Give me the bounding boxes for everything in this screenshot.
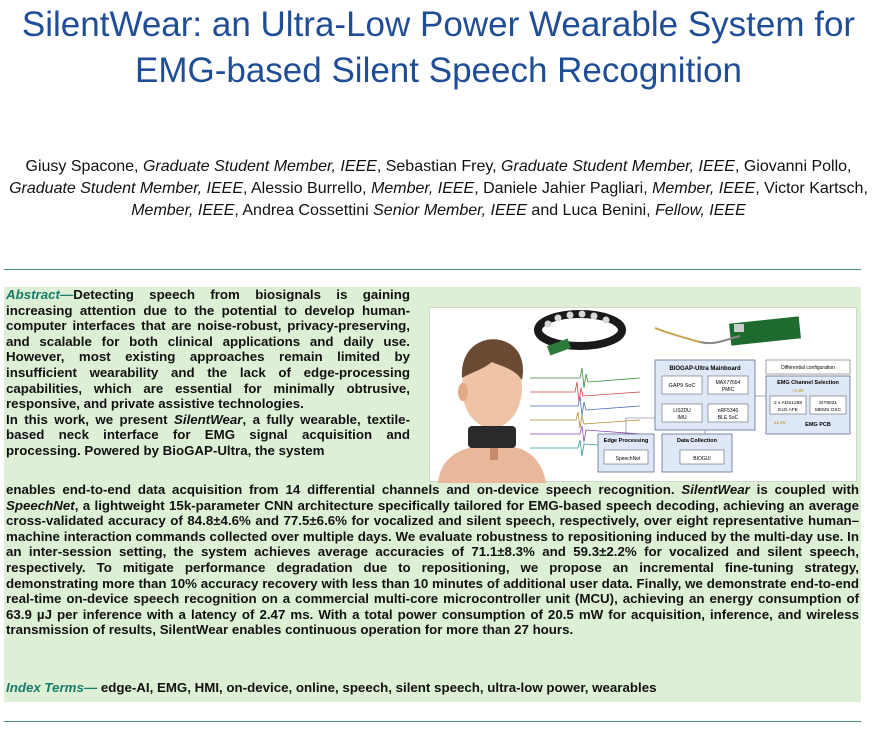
svg-text:PMIC: PMIC — [721, 387, 735, 393]
author-4: , Alessio Burrello, — [243, 180, 372, 197]
system-diagram — [430, 308, 858, 483]
author-3: , Giovanni Pollo, — [734, 158, 852, 175]
svg-text:±1.5V: ±1.5V — [774, 420, 786, 425]
neck-band-device — [538, 311, 622, 356]
svg-text:BLE SoC: BLE SoC — [717, 415, 739, 421]
author-1: Giusy Spacone, — [25, 158, 143, 175]
abstract-paragraph-1: Abstract—Detecting speech from biosignals is gaining increasing attention due to the potential to develop human-computer interfaces that are noise-robust, privacy-preserving, and scalable for both clinical applications and daily use. However, most existing approaches remain limited by insufficient wearability and the lack of edge-processing capabilities, which are essential for minimally obtrusive, responsive, and private assistive technologies. — [6, 287, 410, 412]
edge-processing-block — [598, 434, 654, 472]
paper-title: SilentWear: an Ultra-Low Power Wearable System for EMG-based Silent Speech Recognition — [21, 5, 856, 90]
abstract-continued: enables end-to-end data acquisition from 14 differential channels and on-device speech recognition. SilentWear is coupled with SpeechNet, a lightweight 15k-parameter CNN architecture specifically tailored for EMG-based speech decoding, achieving an average cross-validated accuracy of 84.8±4.6% and 77.5±6.6% for vocalized and silent speech, respectively, over eight representative human–machine interaction commands collected over multiple days. We evaluate robustness to repositioning induced by the multi-day use. In an inter-session setting, the system achieves average accuracies of 71.1±8.3% and 59.3±2.2% for vocalized and silent speech, respectively. To mitigate performance degradation due to repositioning, we propose an incremental fine-tuning strategy, demonstrating more than 10% accuracy recovery with less than 10 minutes of additional user data. Finally, we demonstrate end-to-end real-time on-device speech recognition on a commercial multi-core microcontroller unit (MCU), achieving an energy consumption of 63.9 µJ per inference with a latency of 2.47 ms. With a total power consumption of 20.5 mW for acquisition, inference, and wireless transmission of results, SilentWear enables continuous operation for more than 27 hours. — [6, 482, 860, 638]
svg-text:GAP9 SoC: GAP9 SoC — [668, 383, 696, 389]
neck-band — [468, 426, 516, 448]
emg-pcb-block — [766, 360, 850, 434]
svg-text:MAX77654: MAX77654 — [715, 380, 741, 386]
author-3-role: Graduate Student Member, IEEE — [9, 180, 243, 197]
svg-text:EMG Channel Selection: EMG Channel Selection — [777, 380, 839, 386]
svg-text:Edge Processing: Edge Processing — [603, 438, 649, 444]
pcb-photo — [655, 316, 801, 345]
index-terms-heading: Index Terms— — [6, 680, 98, 695]
author-2: , Sebastian Frey, — [376, 158, 502, 175]
system-figure — [429, 307, 857, 482]
person-illustration — [438, 339, 546, 483]
abstract-paragraph-2: In this work, we present SilentWear, a fully wearable, textile-based neck interface for EMG signal acquisition and processing. Powered by BioGAP-Ultra, the system — [6, 411, 410, 458]
svg-text:SpeechNet: SpeechNet — [615, 456, 641, 462]
svg-text:MEMS OSC: MEMS OSC — [814, 408, 842, 413]
svg-text:LIS2DU: LIS2DU — [673, 408, 691, 414]
author-8-role: Fellow, IEEE — [655, 202, 746, 219]
author-6: , Victor Kartsch, — [755, 180, 868, 197]
svg-text:SIT8021: SIT8021 — [818, 401, 838, 406]
index-terms — [6, 680, 657, 695]
data-collection-block — [662, 434, 732, 472]
svg-text:EMG PCB: EMG PCB — [805, 422, 831, 428]
abstract-heading: Abstract— — [6, 287, 74, 302]
top-divider — [4, 269, 861, 270]
abstract-box — [4, 287, 861, 702]
author-7-role: Senior Member, IEEE — [373, 202, 527, 219]
svg-text:Differential configuration: Differential configuration — [781, 365, 835, 371]
svg-text:+1.8V: +1.8V — [792, 388, 804, 393]
svg-text:Data Collection: Data Collection — [676, 438, 718, 444]
bottom-divider — [4, 721, 861, 722]
svg-text:ExG AFE: ExG AFE — [778, 408, 798, 413]
svg-text:2 x ADS1298: 2 x ADS1298 — [773, 401, 803, 406]
author-6-role: Member, IEEE — [131, 202, 235, 219]
author-list — [0, 156, 877, 222]
author-5-role: Member, IEEE — [652, 180, 756, 197]
author-4-role: Member, IEEE — [371, 180, 475, 197]
author-7: , Andrea Cossettini — [234, 202, 374, 219]
index-terms-text: edge-AI, EMG, HMI, on-device, online, speech, silent speech, ultra-low power, wearables — [97, 680, 657, 695]
author-5: , Daniele Jahier Pagliari, — [474, 180, 653, 197]
svg-text:BIOGUI: BIOGUI — [693, 456, 711, 462]
mainboard-block — [655, 360, 755, 430]
svg-text:nRF5340: nRF5340 — [717, 408, 739, 414]
mainboard-label: BIOGAP-Ultra Mainboard — [669, 366, 741, 372]
author-2-role: Graduate Student Member, IEEE — [501, 158, 735, 175]
author-8: and Luca Benini, — [526, 202, 656, 219]
abstract-column — [6, 287, 410, 459]
svg-text:IMU: IMU — [677, 415, 687, 421]
author-1-role: Graduate Student Member, IEEE — [142, 158, 377, 175]
